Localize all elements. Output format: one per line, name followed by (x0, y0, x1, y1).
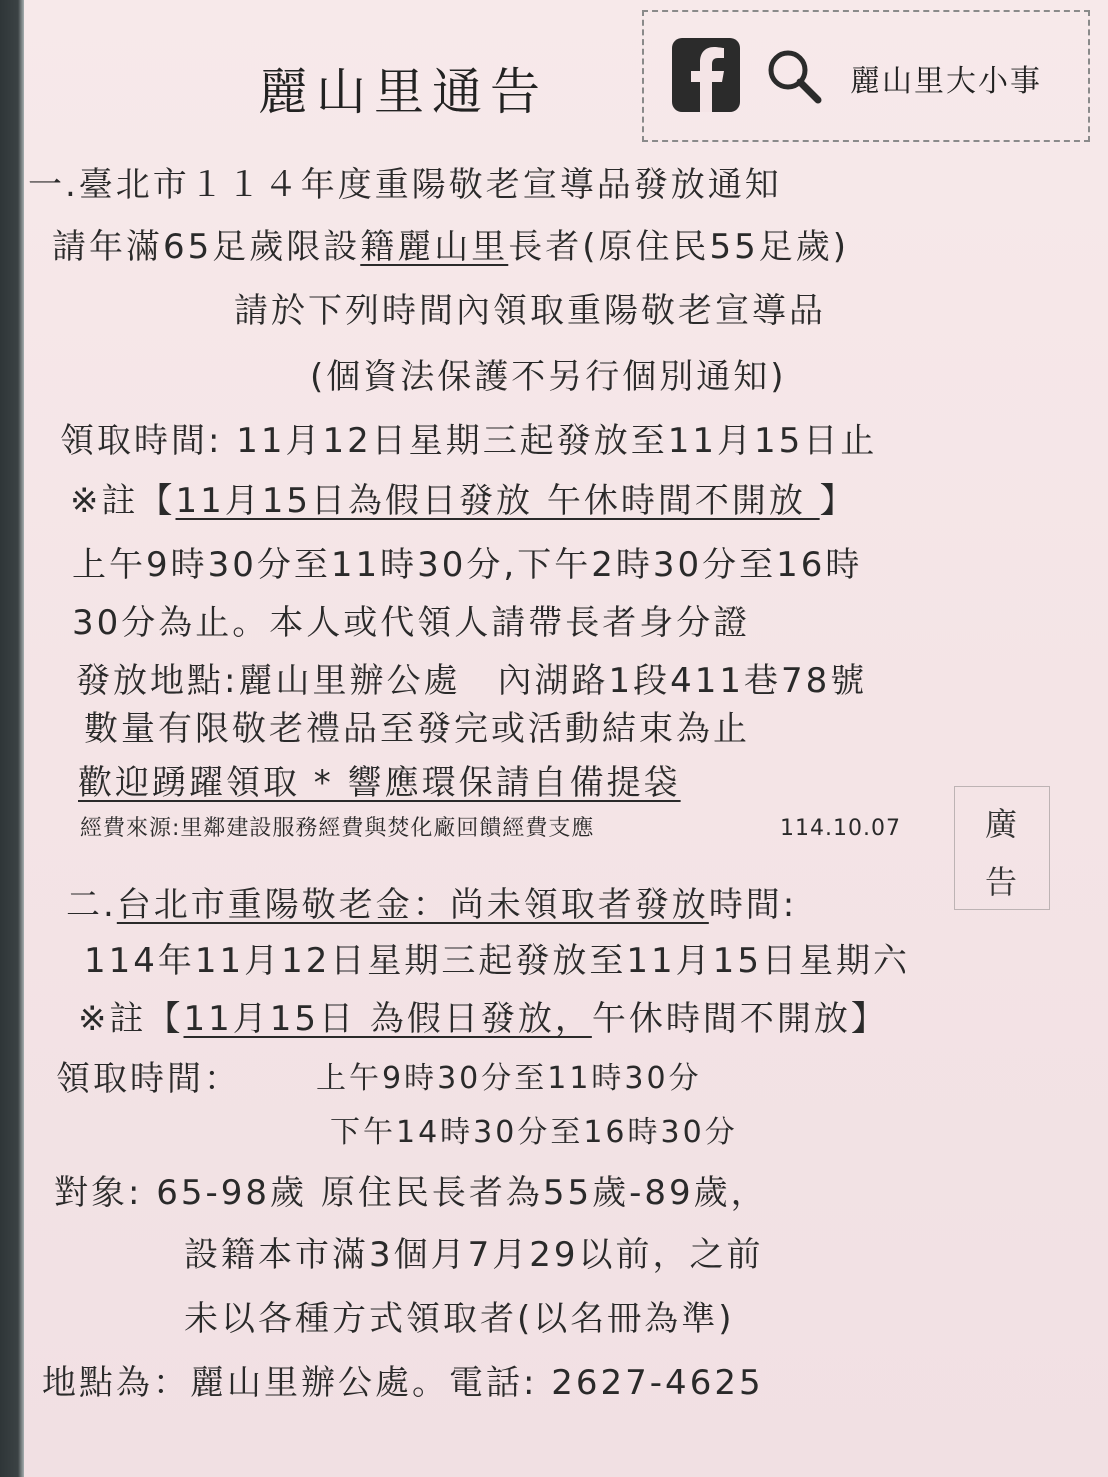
section2-heading (66, 885, 798, 925)
section1-quantity: 數量有限敬老禮品至發完或活動結束為止 (84, 709, 750, 749)
eligibility-part-b: 籍麗山里 (360, 227, 509, 267)
ad-label-1: 廣 (985, 805, 1018, 843)
section2-note-suffix: 午休時間不開放】 (591, 999, 888, 1039)
note-suffix: 】 (819, 481, 857, 521)
notice-title: 麗山里通告 (258, 63, 548, 121)
advertisement-box (954, 786, 1050, 910)
section2-pickup-label: 領取時間： (56, 1059, 241, 1099)
section1-funding: 經費來源:里鄰建設服務經費與焚化廠回饋經費支應 (80, 816, 595, 841)
section1-location: 發放地點:麗山里辦公處 內湖路1段411巷78號 (76, 661, 868, 701)
eligibility-part-c: 長者(原住民55足歲) (508, 227, 850, 267)
section1-instruction: 請於下列時間內領取重陽敬老宣導品 (234, 291, 826, 331)
section1-heading: 一.臺北市１１４年度重陽敬老宣導品發放通知 (28, 165, 782, 205)
section1-note (70, 481, 857, 521)
search-icon (764, 46, 824, 106)
section2-note-prefix: ※註【 (78, 999, 184, 1039)
facebook-search-box (642, 10, 1090, 142)
facebook-page-name: 麗山里大小事 (850, 64, 1042, 99)
section2-heading-underlined: 台北市重陽敬老金：尚未領取者發放 (116, 885, 709, 925)
section2-target-2: 設籍本市滿3個月7月29以前，之前 (184, 1235, 764, 1275)
section1-pickup-time: 領取時間: 11月12日星期三起發放至11月15日止 (60, 421, 878, 461)
section2-note-underlined: 11月15日 為假日發放， (183, 999, 592, 1039)
section1-date: 114.10.07 (780, 816, 901, 841)
section2-morning: 上午9時30分至11時30分 (316, 1061, 702, 1096)
section1-welcome: 歡迎踴躍領取 * 響應環保請自備提袋 (78, 763, 681, 803)
section2-afternoon: 下午14時30分至16時30分 (330, 1115, 738, 1150)
section1-hours-1: 上午9時30分至11時30分,下午2時30分至16時 (72, 545, 863, 585)
section2-target-3: 未以各種方式領取者(以名冊為準) (184, 1299, 735, 1339)
section2-note (78, 999, 888, 1039)
note-underlined: 11月15日為假日發放 午休時間不開放 (175, 481, 820, 521)
ad-label-2: 告 (985, 863, 1018, 901)
notice-paper (24, 0, 1108, 1477)
facebook-icon (672, 38, 740, 112)
section2-heading-prefix: 二. (66, 885, 117, 925)
note-prefix: ※註【 (70, 481, 176, 521)
section1-hours-2: 30分為止。本人或代領人請帶長者身分證 (72, 603, 751, 643)
section2-target-1: 對象: 65-98歲 原住民長者為55歲-89歲， (54, 1173, 768, 1213)
section1-privacy: (個資法保護不另行個別通知) (310, 357, 787, 397)
section1-eligibility (52, 227, 850, 267)
section2-location-phone: 地點為：麗山里辦公處。電話: 2627-4625 (42, 1363, 764, 1403)
eligibility-part-a: 請年滿65足歲限設 (52, 227, 361, 267)
section2-period: 114年11月12日星期三起發放至11月15日星期六 (84, 941, 910, 981)
section2-heading-suffix: 時間: (708, 885, 798, 925)
